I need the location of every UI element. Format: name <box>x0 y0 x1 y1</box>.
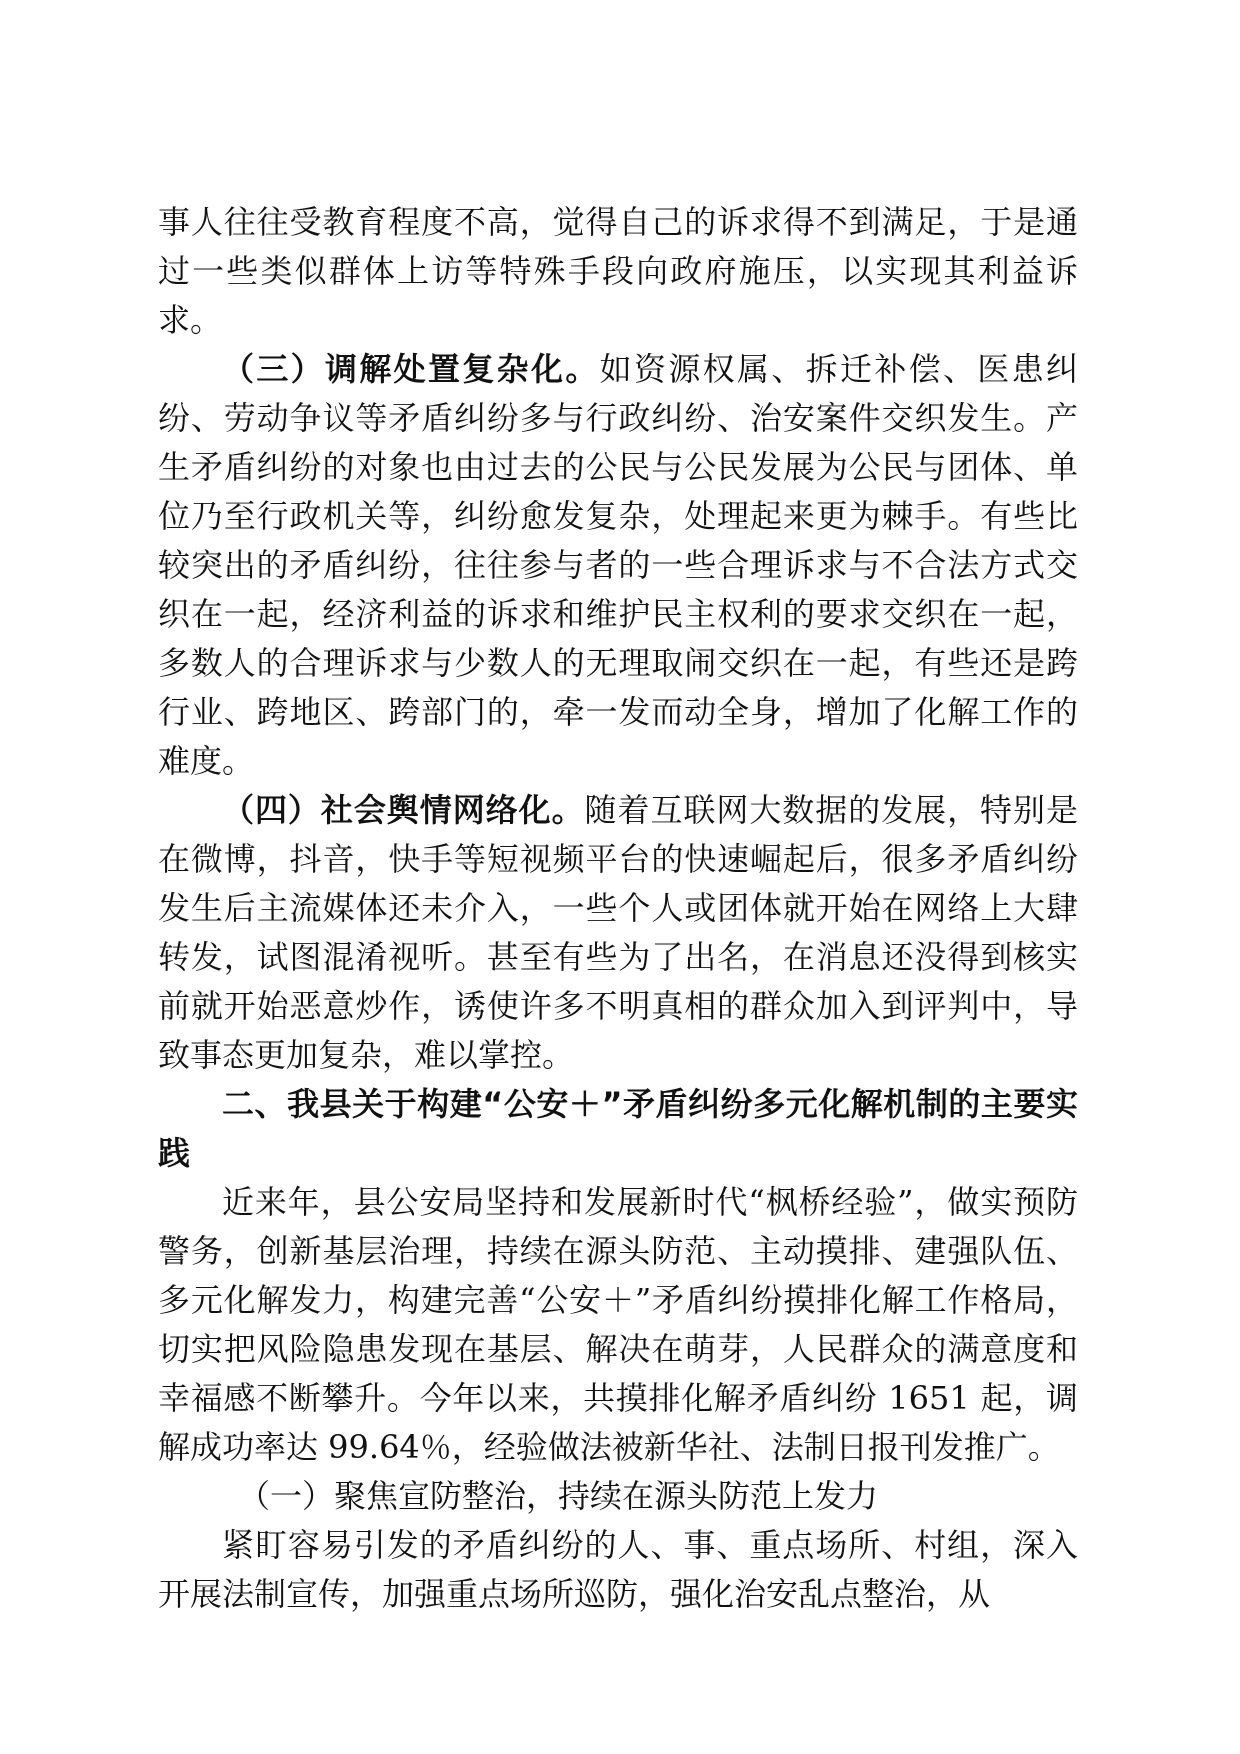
paragraph-lead: （三）调解处置复杂化。 <box>222 350 600 388</box>
paragraph-text: 事人往往受教育程度不高，觉得自己的诉求得不到满足，于是通过一些类似群体上访等特殊手段向政府施压，以实现其利益诉求。 <box>158 203 1078 339</box>
paragraph-lead: （四）社会舆情网络化。 <box>222 791 585 829</box>
paragraph-text: 近来年，县公安局坚持和发展新时代“枫桥经验”，做实预防警务，创新基层治理，持续在源头防范、主动摸排、建强队伍、多元化解发力，构建完善“公安＋”矛盾纠纷摸排化解工作格局，切实把风险隐患发现在基层、解决在萌芽，人民群众的满意度和幸福感不断攀升。今年以来，共摸排化解矛盾纠纷 1651 起，调解成功率达 99.64％，经验做法被新华社、法制日报刊发推广。 <box>158 1183 1078 1466</box>
paragraph-practice-overview <box>158 1178 1078 1472</box>
paragraph-text: 如资源权属、拆迁补偿、医患纠纷、劳动争议等矛盾纠纷多与行政纠纷、治安案件交织发生。产生矛盾纠纷的对象也由过去的公民与公民发展为公民与团体、单位乃至行政机关等，纠纷愈发复杂，处理起来更为棘手。有些比较突出的矛盾纠纷，往往参与者的一些合理诉求与不合法方式交织在一起，经济利益的诉求和维护民主权利的要求交织在一起，多数人的合理诉求与少数人的无理取闹交织在一起，有些还是跨行业、跨地区、跨部门的，牵一发而动全身，增加了化解工作的难度。 <box>158 350 1078 780</box>
paragraph-prevention <box>158 1521 1078 1619</box>
subsection-heading-prevention: （一）聚焦宣防整治，持续在源头防范上发力 <box>238 1477 879 1515</box>
section-heading-practices: 二、我县关于构建“公安＋”矛盾纠纷多元化解机制的主要实践 <box>158 1085 1078 1172</box>
paragraph-text: 紧盯容易引发的矛盾纠纷的人、事、重点场所、村组，深入开展法制宣传，加强重点场所巡防，强化治安乱点整治，从 <box>158 1526 1078 1613</box>
paragraph-online-opinion <box>158 786 1078 1080</box>
document-page <box>158 198 1078 1619</box>
paragraph-text: 随着互联网大数据的发展，特别是在微博，抖音，快手等短视频平台的快速崛起后，很多矛盾纠纷发生后主流媒体还未介入，一些个人或团体就开始在网络上大肆转发，试图混淆视听。甚至有些为了出名，在消息还没得到核实前就开始恶意炒作，诱使许多不明真相的群众加入到评判中，导致事态更加复杂，难以掌控。 <box>158 791 1078 1074</box>
paragraph-continuation <box>158 198 1078 345</box>
paragraph-mediation-complexity <box>158 345 1078 786</box>
